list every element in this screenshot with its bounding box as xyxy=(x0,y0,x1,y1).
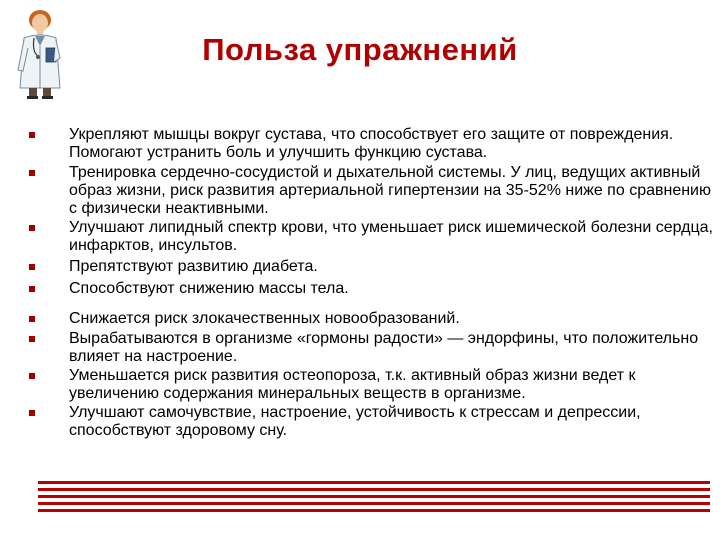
list-item: Вырабатываются в организме «гормоны радости» — эндорфины, что положительно влияет на настроение. xyxy=(0,330,720,366)
benefits-list xyxy=(0,126,720,440)
list-item: Препятствуют развитию диабета. xyxy=(0,258,720,276)
list-item: Уменьшается риск развития остеопороза, т.к. активный образ жизни ведет к увеличению содержания минеральных веществ в организме. xyxy=(0,367,720,403)
divider xyxy=(38,488,710,491)
square-bullet-icon xyxy=(29,373,35,379)
list-item: Улучшают липидный спектр крови, что уменьшает риск ишемической болезни сердца, инфарктов, инсультов. xyxy=(0,219,720,255)
divider xyxy=(38,481,710,484)
square-bullet-icon xyxy=(29,336,35,342)
divider xyxy=(38,509,710,512)
list-item: Улучшают самочувствие, настроение, устойчивость к стрессам и депрессии, способствуют здоровому сну. xyxy=(0,404,720,440)
square-bullet-icon xyxy=(29,225,35,231)
list-item: Снижается риск злокачественных новообразований. xyxy=(0,310,720,328)
square-bullet-icon xyxy=(29,316,35,322)
list-item: Укрепляют мышцы вокруг сустава, что способствует его защите от повреждения. Помогают устранить боль и улучшить функцию сустава. xyxy=(0,126,720,162)
divider xyxy=(38,502,710,505)
list-item: Способствуют снижению массы тела. xyxy=(0,280,720,298)
divider xyxy=(38,495,710,498)
square-bullet-icon xyxy=(29,286,35,292)
square-bullet-icon xyxy=(29,264,35,270)
decorative-rules xyxy=(38,481,710,516)
list-item: Тренировка сердечно-сосудистой и дыхательной системы. У лиц, ведущих активный образ жизни, риск развития артериальной гипертензии на 35-52% ниже по сравнению с физически неактивными. xyxy=(0,164,720,218)
square-bullet-icon xyxy=(29,410,35,416)
page-title: Польза упражнений xyxy=(202,32,518,67)
square-bullet-icon xyxy=(29,132,35,138)
square-bullet-icon xyxy=(29,170,35,176)
